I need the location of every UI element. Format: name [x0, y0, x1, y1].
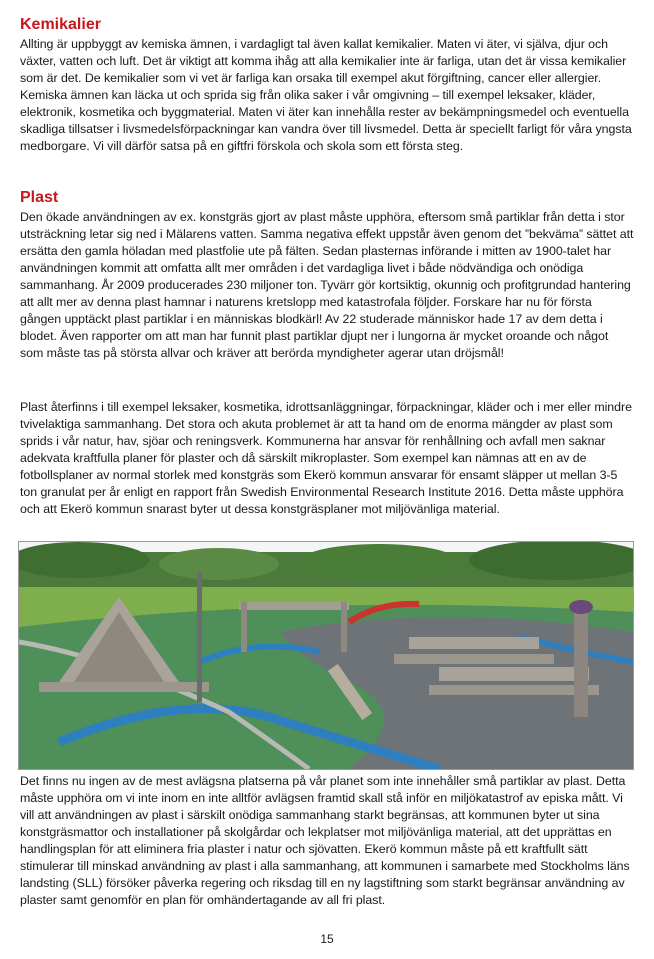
paragraph-plast-3: Det finns nu ingen av de mest avlägsna platserna på vår planet som inte innehåller små partiklar av plast. Detta måste upphöra om vi inte inom en inte alltför avlägsen framtid skall stå inför en miljökatastrof av episka mått. Vi vill att användningen av plast i särskilt onödiga sammanhang starkt begränsas, att kommunen byter ut sina konstgräsmattor och installationer på skolgårdar och lekplatser mot miljövänliga material, att det upprättas en handlingsplan för att eliminera fria plaster i natur och sjövatten. Ekerö kommun måste på ett kraftfullt sätt stimulerar till minskad användning av plast i alla sammanhang, att kommunen i samarbete med Stockholms läns landsting (SLL) försöker påverka regering och riksdag till en ny lagstiftning som starkt begränsar användning av plaster samt genomför en plan för omhändertagande av all fri plast.	[20, 774, 630, 908]
page-number: 15	[320, 932, 334, 946]
paragraph-kemikalier: Allting är uppbyggt av kemiska ämnen, i vardagligt tal även kallat kemikalier. Maten vi äter, vi själva, djur och växter, vatten och luft. Det är viktigt att komma ihåg att alla kemikalier inte är farliga, utan det är vissa kemikalier som är det. De kemikalier som vi vet är farliga kan orsaka till exempel akut förgiftning, cancer eller allergier. Kemiska ämnen kan läcka ut och sprida sig från olika saker i vår omgivning – till exempel leksaker, kläder, elektronik, kosmetika och byggmaterial. Maten vi äter kan innehålla rester av bekämpningsmedel och eventuella skadliga tillsatser i livsmedelsförpackningar kan vandra över till livsmedel. Detta är speciellt farligt för våra yngsta medborgare. Vi vill därför satsa på en giftfri förskola och skola som ett första steg.	[20, 37, 632, 154]
section-heading-kemikalier: Kemikalier	[20, 16, 101, 33]
playground-photo	[18, 541, 634, 770]
section-heading-plast: Plast	[20, 189, 59, 206]
paragraph-plast-2: Plast återfinns i till exempel leksaker, kosmetika, idrottsanläggningar, förpackningar, kläder och i mer eller mindre tvivelaktiga sammanhang. Det stora och akuta problemet är att ta hand om de enorma mängder av plast som sprids i vår natur, hav, sjöar och reningsverk. Kommunerna har ansvar för renhållning och avfall men saknar adekvata kraftfulla planer för plaster och då särskilt mikroplaster. Som exempel kan nämnas att en av de fotbollsplaner av normal storlek med konstgräs som Ekerö kommun ansvarar för ensamt släpper ut mellan 3-5 ton granulat per år enligt en rapport från Swedish Environmental Research Institute 2016. Detta måste upphöra och att Ekerö kommun snarast byter ut dessa konstgräsplaner mot miljövänliga material.	[20, 400, 632, 517]
paragraph-plast-1: Den ökade användningen av ex. konstgräs gjort av plast måste upphöra, eftersom små partiklar från detta i stor utsträckning letar sig ned i Mälarens vatten. Samma negativa effekt uppstår även genom det ”bekväma” sättet att ersätta den gamla höladan med plastfolie ute på fälten. Sedan plasternas införande i mitten av 1900-talet har användningen kommit att omfatta allt mer områden i det vardagliga livet i både nödvändiga och onödiga sammanhang. År 2009 producerades 230 miljoner ton. Tyvärr gör kortsiktig, okunnig och profitgrundad hantering att allt mer av denna plast hamnar i naturens kretslopp med katastrofala följder. Forskare har nu för första gången upptäckt plast partiklar i en människas blodkärl! Av 22 studerade människor hade 17 av dem detta i blodet. Även rapporter om att man har funnit plast partiklar djupt ner i lungorna är mycket oroande och något som måste tas på största allvar och kräver att berörda myndigheter agerar utan dröjsmål!	[20, 210, 634, 361]
